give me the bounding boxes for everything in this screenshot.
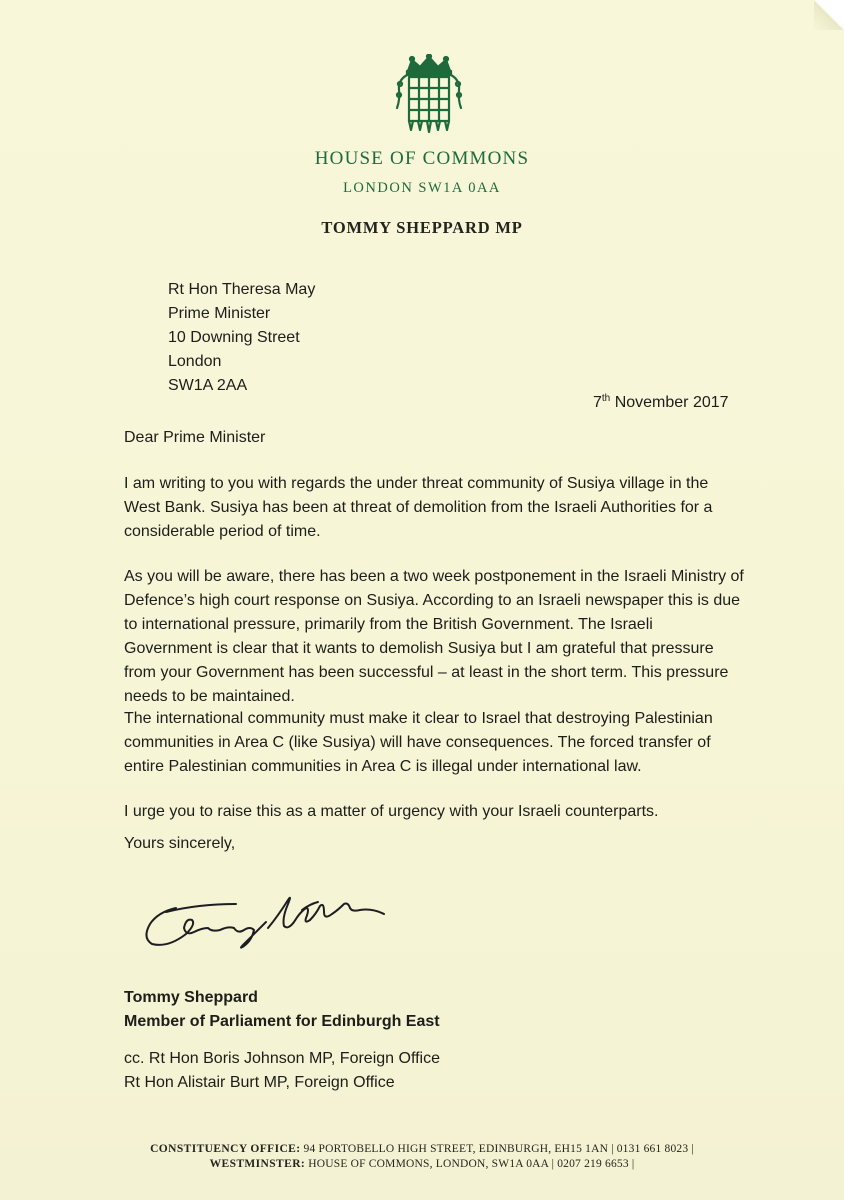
letter-date [593, 393, 729, 412]
page-corner-curl [814, 0, 844, 30]
recipient-address [168, 278, 315, 398]
institution-name: HOUSE OF COMMONS [314, 148, 530, 169]
closing-phrase: Yours sincerely, [124, 835, 236, 852]
recipient-line: Prime Minister [168, 305, 271, 322]
salutation: Dear Prime Minister [124, 429, 266, 446]
date-month-year: November 2017 [610, 394, 729, 411]
footer-westminster-office [0, 1158, 844, 1170]
footer-constituency-text: 94 PORTOBELLO HIGH STREET, EDINBURGH, EH15 1AN | 0131 661 8023 | [300, 1143, 694, 1155]
body-paragraph: I urge you to raise this as a matter of urgency with your Israeli counterparts. [124, 803, 659, 820]
body-paragraph: I am writing to you with regards the under threat community of Susiya village in the West Bank. Susiya has been at threat of demolition from the Israeli Authorities for a considerable period of time. [124, 475, 713, 540]
footer-constituency-office [0, 1143, 844, 1155]
signer-name: Tommy Sheppard [124, 989, 258, 1006]
cc-line: Rt Hon Alistair Burt MP, Foreign Office [124, 1074, 395, 1091]
member-name-heading: TOMMY SHEPPARD MP [321, 218, 523, 237]
footer-westminster-label: WESTMINSTER: [209, 1158, 306, 1170]
institution-address: LONDON SW1A 0AA [343, 180, 501, 196]
signer-title: Member of Parliament for Edinburgh East [124, 1013, 440, 1030]
signer-block [124, 986, 440, 1034]
body-paragraph: As you will be aware, there has been a two week postponement in the Israeli Ministry of Defence’s high court response on Susiya. According to an Israeli newspaper this is due to international pressure, primarily from the British Government. The Israeli Government is clear that it wants to demolish Susiya but I am grateful that pressure from your Government has been successful – at least in the short term. This pressure needs to be maintained. [124, 568, 744, 705]
portcullis-icon [394, 54, 464, 136]
date-ordinal-suffix: th [601, 393, 611, 404]
footer-westminster-text: HOUSE OF COMMONS, LONDON, SW1A 0AA | 0207 219 6653 | [305, 1158, 635, 1170]
body-paragraph: The international community must make it clear to Israel that destroying Palestinian communities in Area C (like Susiya) will have consequences. The forced transfer of entire Palestinian communities in Area C is illegal under international law. [124, 710, 713, 775]
cc-list [124, 1047, 440, 1095]
footer-constituency-label: CONSTITUENCY OFFICE: [150, 1143, 301, 1155]
recipient-line: Rt Hon Theresa May [168, 281, 316, 298]
date-day: 7 [593, 394, 602, 411]
recipient-line: London [168, 353, 222, 370]
cc-line: cc. Rt Hon Boris Johnson MP, Foreign Office [124, 1050, 440, 1067]
recipient-line: 10 Downing Street [168, 329, 300, 346]
recipient-line: SW1A 2AA [168, 377, 248, 394]
handwritten-signature [138, 888, 418, 954]
